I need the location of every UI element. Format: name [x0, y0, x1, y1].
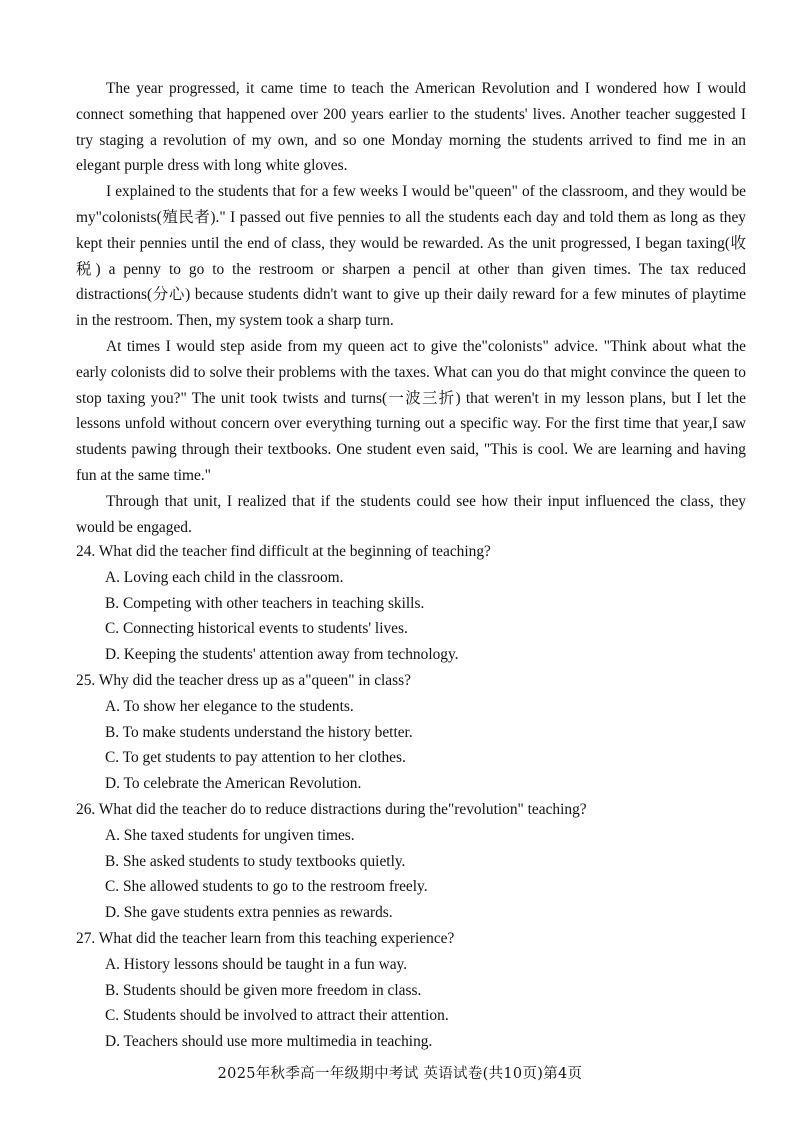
question-27 — [76, 926, 746, 1055]
option-c: C. Connecting historical events to students' lives. — [105, 620, 408, 638]
option-a: A. To show her elegance to the students. — [105, 697, 354, 715]
option-a: A. She taxed students for ungiven times. — [105, 826, 355, 844]
option-c: C. Students should be involved to attract their attention. — [105, 1007, 449, 1025]
option-b: B. Competing with other teachers in teaching skills. — [105, 594, 425, 612]
option-c: C. She allowed students to go to the restroom freely. — [105, 878, 428, 896]
passage-paragraph: At times I would step aside from my queen act to give the"colonists" advice. "Think about what the early colonists did to solve their problems with the taxes. What can you do that might convince the queen to stop taxing you?" The unit took twists and turns(一波三折) that weren't in my lesson plans, but I let the lessons unfold without concern over everything turning out a specific way. For the first time that year,I saw students pawing through their textbooks. One student even said, "This is cool. We are learning and having fun at the same time." — [76, 337, 746, 484]
question-stem: 27. What did the teacher learn from this teaching experience? — [76, 929, 455, 947]
question-stem: 24. What did the teacher find difficult at the beginning of teaching? — [76, 543, 491, 560]
passage-paragraph: Through that unit, I realized that if the students could see how their input influenced the class, they would be engaged. — [76, 492, 746, 536]
option-b: B. To make students understand the history better. — [105, 723, 413, 741]
question-25 — [76, 668, 746, 797]
reading-passage — [76, 76, 746, 540]
option-d: D. She gave students extra pennies as rewards. — [105, 904, 393, 922]
question-24 — [76, 539, 746, 668]
page-footer: 2025年秋季高一年级期中考试 英语试卷(共10页)第4页 — [217, 1066, 583, 1082]
passage-paragraph: The year progressed, it came time to teach the American Revolution and I wondered how I would connect something that happened over 200 years earlier to the students' lives. Another teacher suggested I try staging a revolution of my own, and so one Monday morning the students arrived to find me in an elegant purple dress with long white gloves. — [76, 80, 746, 175]
option-d: D. Keeping the students' attention away from technology. — [105, 646, 459, 664]
option-d: D. Teachers should use more multimedia in teaching. — [105, 1033, 433, 1051]
option-a: A. History lessons should be taught in a fun way. — [105, 955, 408, 973]
option-d: D. To celebrate the American Revolution. — [105, 775, 362, 793]
option-b: B. Students should be given more freedom in class. — [105, 981, 422, 999]
question-stem: 26. What did the teacher do to reduce distractions during the"revolution" teaching? — [76, 800, 587, 818]
question-stem: 25. Why did the teacher dress up as a"queen" in class? — [76, 671, 411, 689]
option-a: A. Loving each child in the classroom. — [105, 568, 344, 586]
option-c: C. To get students to pay attention to her clothes. — [105, 749, 406, 767]
question-list — [76, 539, 746, 1055]
question-26 — [76, 797, 746, 926]
passage-paragraph: I explained to the students that for a few weeks I would be"queen" of the classroom, and they would be my"colonists(殖民者)." I passed out five pennies to all the students each day and told them as long as they kept their pennies until the end of class, they would be rewarded. As the unit progressed, I began taxing(收税) a penny to go to the restroom or sharpen a pencil at other than given times. The tax reduced distractions(分心) because students didn't want to give up their daily reward for a few minutes of playtime in the restroom. Then, my system took a sharp turn. — [76, 183, 746, 330]
option-b: B. She asked students to study textbooks quietly. — [105, 852, 406, 870]
